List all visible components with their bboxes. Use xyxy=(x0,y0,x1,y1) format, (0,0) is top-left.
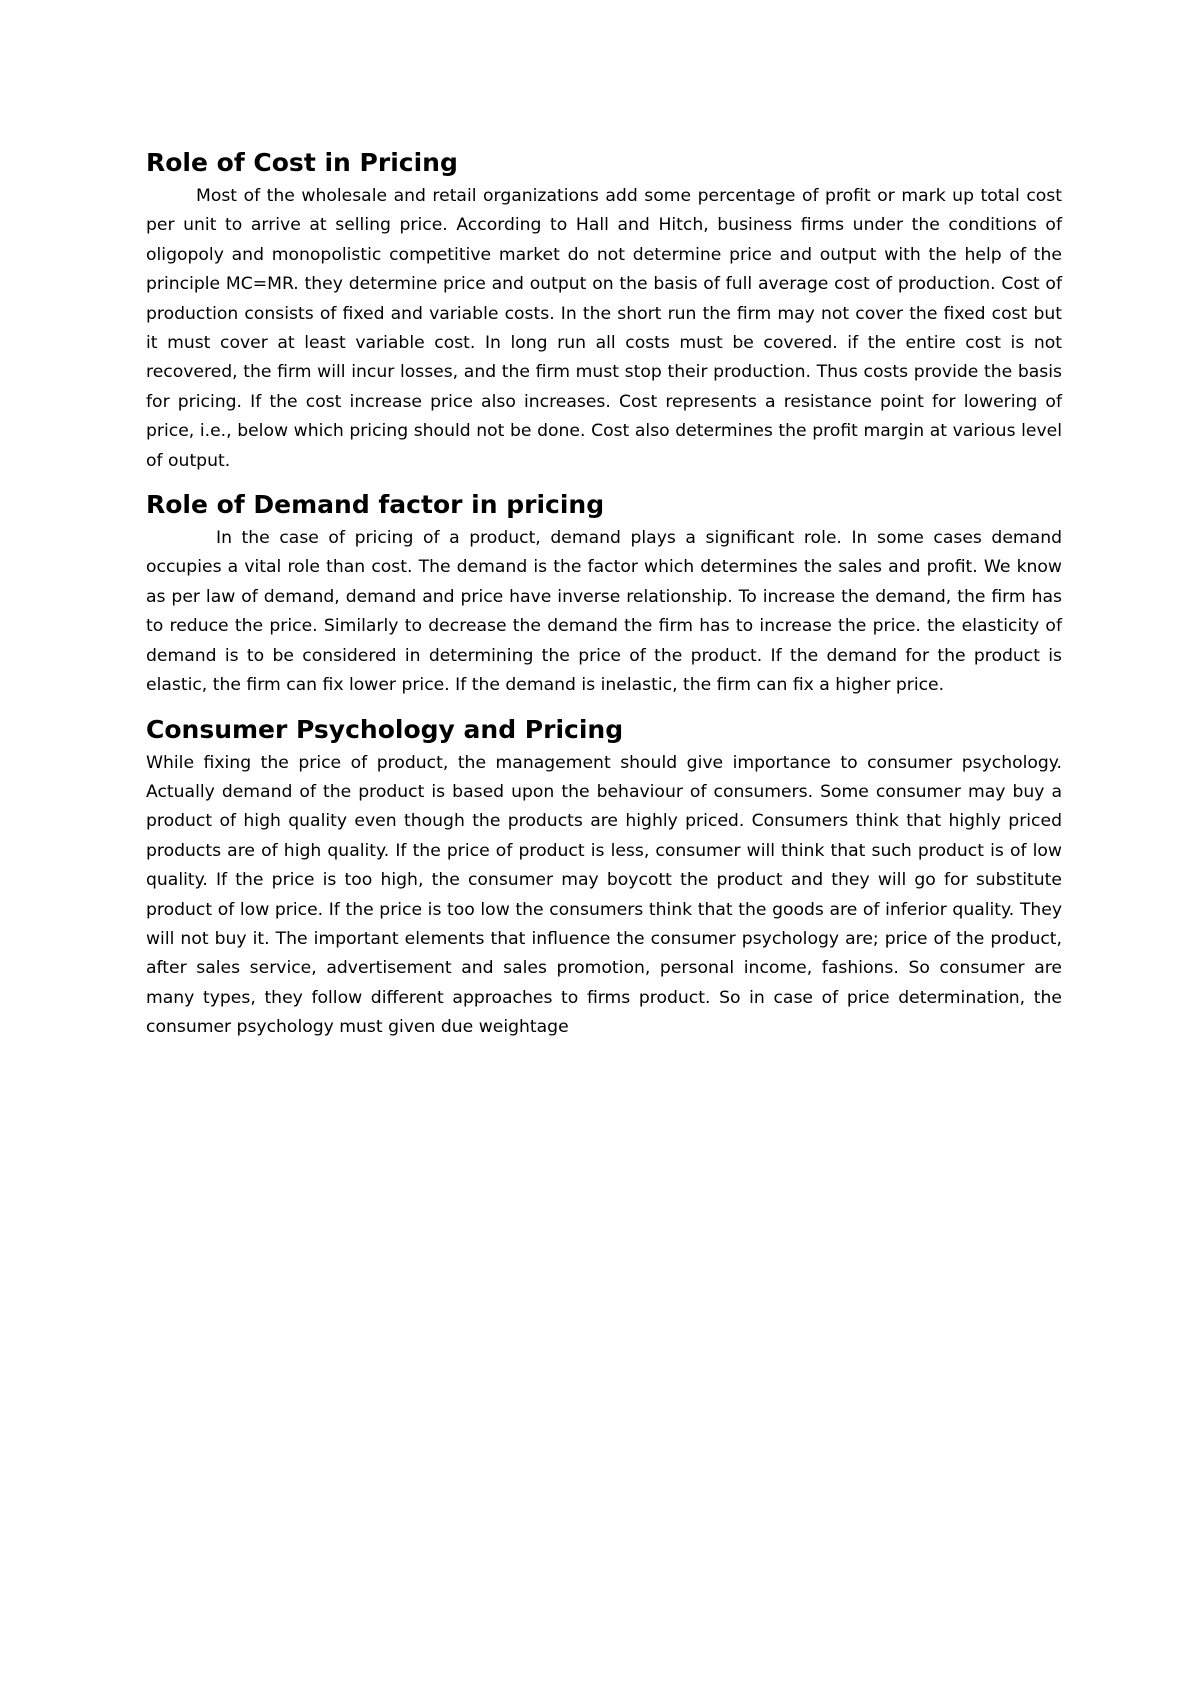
section-role-of-demand xyxy=(146,488,1062,700)
section-paragraph: While fixing the price of product, the management should give importance to consumer psychology. Actually demand of the product is based upon the behaviour of consumers. Some consumer may buy a product of high quality even though the products are highly priced. Consumers think that highly priced products are of high quality. If the price of product is less, consumer will think that such product is of low quality. If the price is too high, the consumer may boycott the product and they will go for substitute product of low price. If the price is too low the consumers think that the goods are of inferior quality. They will not buy it. The important elements that influence the consumer psychology are; price of the product, after sales service, advertisement and sales promotion, personal income, fashions. So consumer are many types, they follow different approaches to firms product. So in case of price determination, the consumer psychology must given due weightage xyxy=(146,752,1062,1038)
section-heading: Role of Cost in Pricing xyxy=(146,148,458,177)
section-paragraph: Most of the wholesale and retail organizations add some percentage of profit or mark up total cost per unit to arrive at selling price. According to Hall and Hitch, business firms under the conditions of oligopoly and monopolistic competitive market do not determine price and output with the help of the principle MC=MR. they determine price and output on the basis of full average cost of production. Cost of production consists of fixed and variable costs. In the short run the firm may not cover the fixed cost but it must cover at least variable cost. In long run all costs must be covered. if the entire cost is not recovered, the firm will incur losses, and the firm must stop their production. Thus costs provide the basis for pricing. If the cost increase price also increases. Cost represents a resistance point for lowering of price, i.e., below which pricing should not be done. Cost also determines the profit margin at various level of output. xyxy=(146,186,1062,471)
section-role-of-cost xyxy=(146,146,1062,476)
section-heading: Consumer Psychology and Pricing xyxy=(146,714,624,744)
section-heading: Role of Demand factor in pricing xyxy=(146,490,605,520)
document-content xyxy=(146,146,1062,1043)
section-paragraph: In the case of pricing of a product, demand plays a significant role. In some cases demand occupies a vital role than cost. The demand is the factor which determines the sales and profit. We know as per law of demand, demand and price have inverse relationship. To increase the demand, the firm has to reduce the price. Similarly to decrease the demand the firm has to increase the price. the elasticity of demand is to be considered in determining the price of the product. If the demand for the product is elastic, the firm can fix lower price. If the demand is inelastic, the firm can fix a higher price. xyxy=(146,528,1062,696)
section-consumer-psychology xyxy=(146,713,1062,1043)
